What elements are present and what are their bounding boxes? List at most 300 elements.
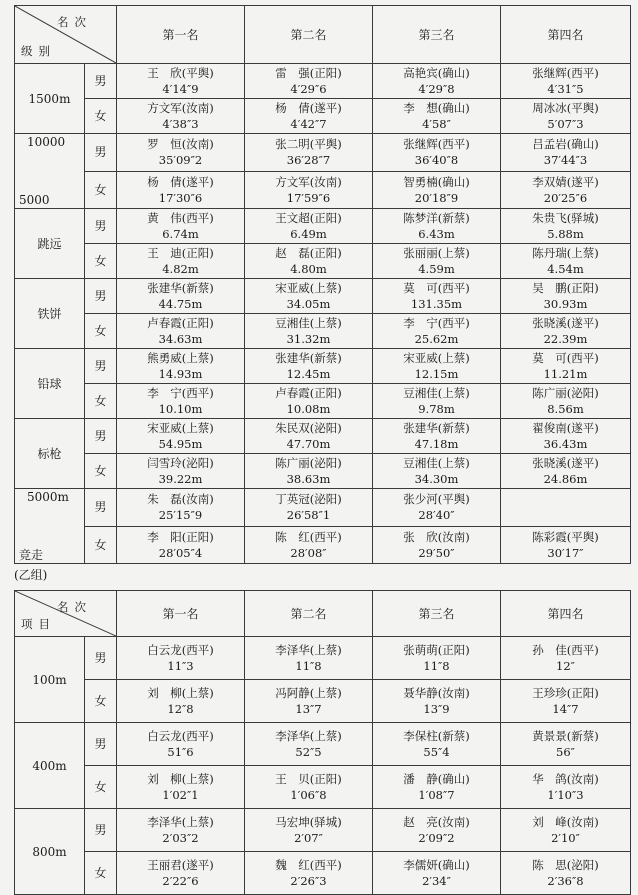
result-mark: 6.49m — [290, 227, 327, 241]
athlete-name: 赵 磊(正阳) — [275, 246, 342, 260]
result-mark: 31.32m — [286, 332, 331, 346]
event-label — [15, 134, 85, 209]
athlete-name: 豆湘佳(上蔡) — [403, 456, 470, 470]
result-cell — [373, 134, 501, 172]
results-table-group-a — [14, 5, 631, 564]
result-mark: 2′03″2 — [162, 831, 199, 845]
result-mark: 34.63m — [158, 332, 203, 346]
header-rank-3: 第三名 — [373, 6, 501, 64]
result-cell — [245, 209, 373, 244]
corner-label-event: 项目 — [21, 617, 56, 631]
result-mark: 20′18″9 — [414, 190, 459, 205]
diagonal-header-cell — [15, 591, 117, 637]
result-cell — [117, 99, 245, 134]
result-cell — [501, 279, 631, 314]
gender-label: 男 — [85, 279, 117, 314]
athlete-name: 王文超(正阳) — [275, 211, 342, 225]
result-mark: 4.54m — [547, 262, 584, 276]
athlete-name: 黄 伟(西平) — [147, 211, 214, 225]
result-cell — [117, 680, 245, 723]
event-label: 100m — [15, 637, 85, 723]
header-rank-2: 第二名 — [245, 591, 373, 637]
result-mark: 2′36″8 — [547, 874, 584, 888]
result-mark: 11.21m — [543, 367, 588, 381]
corner-label-rank: 名次 — [57, 15, 92, 29]
athlete-name: 陈 红(西平) — [275, 529, 342, 544]
result-mark: 22.39m — [543, 332, 588, 346]
result-cell — [501, 852, 631, 895]
result-cell — [245, 279, 373, 314]
event-label: 跳远 — [15, 209, 85, 279]
athlete-name: 张继辉(西平) — [403, 137, 470, 152]
athlete-name: 方文军(汝南) — [147, 101, 214, 115]
athlete-name: 周冰冰(平舆) — [532, 101, 599, 115]
result-cell — [245, 637, 373, 680]
result-cell — [245, 349, 373, 384]
header-rank-2: 第二名 — [245, 6, 373, 64]
result-cell — [501, 134, 631, 172]
result-cell — [245, 244, 373, 279]
result-cell — [117, 171, 245, 209]
result-mark: 17′30″6 — [158, 190, 203, 205]
athlete-name: 马宏坤(驿城) — [275, 815, 342, 829]
athlete-name: 张少河(平舆) — [403, 492, 470, 507]
table-row — [15, 454, 631, 489]
table-row — [15, 244, 631, 279]
athlete-name: 豆湘佳(上蔡) — [275, 316, 342, 330]
result-cell — [373, 419, 501, 454]
result-mark: 2′26″3 — [290, 874, 327, 888]
athlete-name: 吴 鹏(正阳) — [532, 281, 599, 295]
result-cell — [117, 419, 245, 454]
athlete-name: 李双婧(遂平) — [532, 174, 599, 189]
result-cell — [117, 384, 245, 419]
result-mark: 4′29″6 — [290, 82, 327, 96]
gender-label: 男 — [85, 489, 117, 527]
event-label: 铅球 — [15, 349, 85, 419]
athlete-name: 孙 佳(西平) — [532, 643, 599, 657]
result-mark: 29′50″ — [418, 545, 455, 560]
result-mark: 4.59m — [418, 262, 455, 276]
table-row — [15, 279, 631, 314]
athlete-name: 张 欣(汝南) — [403, 529, 470, 544]
table-row — [15, 419, 631, 454]
event-label: 800m — [15, 809, 85, 895]
result-cell — [117, 489, 245, 527]
result-mark: 25.62m — [414, 332, 459, 346]
athlete-name: 王 迪(正阳) — [147, 246, 214, 260]
result-mark: 12″8 — [167, 702, 194, 716]
result-mark: 4′58″ — [422, 117, 451, 131]
result-mark: 10.10m — [158, 402, 203, 416]
result-mark: 44.75m — [158, 297, 203, 311]
athlete-name: 朱民双(泌阳) — [275, 421, 342, 435]
result-cell — [373, 526, 501, 564]
athlete-name: 刘 柳(上蔡) — [147, 686, 214, 700]
gender-label: 男 — [85, 809, 117, 852]
athlete-name: 高艳宾(确山) — [403, 66, 470, 80]
result-cell — [373, 209, 501, 244]
result-cell — [501, 489, 631, 527]
result-mark: 11″8 — [295, 659, 322, 673]
gender-label: 女 — [85, 384, 117, 419]
athlete-name: 李泽华(上蔡) — [275, 643, 342, 657]
result-cell — [501, 244, 631, 279]
result-cell — [501, 454, 631, 489]
athlete-name: 朱 磊(汝南) — [147, 492, 214, 507]
athlete-name: 杨 倩(遂平) — [275, 101, 342, 115]
result-mark: 131.35m — [410, 297, 463, 311]
result-cell — [373, 384, 501, 419]
athlete-name: 李泽华(上蔡) — [147, 815, 214, 829]
result-cell — [117, 852, 245, 895]
result-mark: 47.70m — [286, 437, 331, 451]
result-cell — [373, 314, 501, 349]
table-row — [15, 349, 631, 384]
table-row — [15, 384, 631, 419]
result-mark: 25′15″9 — [158, 508, 203, 523]
athlete-name: 张二明(平舆) — [275, 137, 342, 152]
gender-label: 女 — [85, 171, 117, 209]
header-rank-1: 第一名 — [117, 6, 245, 64]
athlete-name: 陈丹瑞(上蔡) — [532, 246, 599, 260]
athlete-name: 魏 红(西平) — [275, 858, 342, 872]
table-row — [15, 134, 631, 172]
result-mark: 5′07″3 — [547, 117, 584, 131]
athlete-name: 智勇楠(确山) — [403, 174, 470, 189]
athlete-name: 莫 可(西平) — [403, 281, 470, 295]
athlete-name: 白云龙(西平) — [147, 643, 214, 657]
result-mark: 8.56m — [547, 402, 584, 416]
result-mark: 36′40″8 — [414, 153, 459, 168]
athlete-name: 宋亚威(上蔡) — [403, 351, 470, 365]
athlete-name: 张晓溪(遂平) — [532, 456, 599, 470]
table-body — [15, 64, 631, 564]
result-cell — [245, 526, 373, 564]
header-rank-4: 第四名 — [501, 6, 631, 64]
athlete-name: 冯阿静(上蔡) — [275, 686, 342, 700]
result-cell — [373, 637, 501, 680]
athlete-name: 雷 强(正阳) — [275, 66, 342, 80]
result-cell — [501, 349, 631, 384]
result-cell — [245, 134, 373, 172]
result-mark: 9.78m — [418, 402, 455, 416]
gender-label: 男 — [85, 637, 117, 680]
table-row — [15, 64, 631, 99]
result-mark: 47.18m — [414, 437, 459, 451]
result-mark: 1′02″1 — [162, 788, 199, 802]
result-cell — [245, 64, 373, 99]
table-row — [15, 766, 631, 809]
result-mark: 36′28″7 — [286, 153, 331, 168]
result-cell — [245, 852, 373, 895]
table-row — [15, 209, 631, 244]
result-cell — [117, 809, 245, 852]
result-cell — [373, 766, 501, 809]
result-mark: 2′10″ — [551, 831, 580, 845]
athlete-name: 陈梦洋(新蔡) — [403, 211, 470, 225]
athlete-name: 张建华(新蔡) — [403, 421, 470, 435]
table-row — [15, 489, 631, 527]
result-cell — [245, 809, 373, 852]
athlete-name: 李泽华(上蔡) — [275, 729, 342, 743]
gender-label: 男 — [85, 419, 117, 454]
gender-label: 女 — [85, 852, 117, 895]
result-cell — [117, 279, 245, 314]
result-mark: 34.05m — [286, 297, 331, 311]
result-cell — [245, 766, 373, 809]
result-cell — [373, 489, 501, 527]
athlete-name: 王丽君(遂平) — [147, 858, 214, 872]
result-cell — [373, 723, 501, 766]
result-mark: 30′17″ — [547, 545, 584, 560]
athlete-name: 陈 思(泌阳) — [532, 858, 599, 872]
result-cell — [501, 419, 631, 454]
result-mark: 20′25″6 — [543, 190, 588, 205]
section-label-group-b: (乙组) — [14, 568, 48, 582]
athlete-name: 豆湘佳(上蔡) — [403, 386, 470, 400]
athlete-name: 潘 静(确山) — [403, 772, 470, 786]
event-label-line-2: 竞走 — [19, 548, 44, 562]
header-rank-1: 第一名 — [117, 591, 245, 637]
result-cell — [501, 209, 631, 244]
header-row — [15, 6, 631, 64]
result-cell — [117, 314, 245, 349]
result-mark: 2′09″2 — [418, 831, 455, 845]
result-cell — [373, 99, 501, 134]
table-body — [15, 637, 631, 895]
result-cell — [117, 766, 245, 809]
result-cell — [501, 384, 631, 419]
athlete-name: 黄景景(新蔡) — [532, 729, 599, 743]
result-cell — [501, 64, 631, 99]
header-rank-3: 第三名 — [373, 591, 501, 637]
result-mark: 28′08″ — [290, 545, 327, 560]
result-mark: 4.82m — [162, 262, 199, 276]
gender-label: 女 — [85, 99, 117, 134]
result-cell — [117, 526, 245, 564]
event-label: 标枪 — [15, 419, 85, 489]
result-mark: 11″3 — [167, 659, 194, 673]
result-mark: 12″ — [556, 659, 575, 673]
result-mark: 56″ — [556, 745, 575, 759]
result-cell — [373, 279, 501, 314]
athlete-name: 闫雪玲(泌阳) — [147, 456, 214, 470]
gender-label: 女 — [85, 454, 117, 489]
result-mark: 1′06″8 — [290, 788, 327, 802]
athlete-name: 王珍珍(正阳) — [532, 686, 599, 700]
result-cell — [245, 454, 373, 489]
result-cell — [117, 637, 245, 680]
table-row — [15, 526, 631, 564]
result-cell — [117, 134, 245, 172]
result-cell — [501, 171, 631, 209]
result-cell — [373, 852, 501, 895]
result-cell — [501, 314, 631, 349]
result-cell — [501, 680, 631, 723]
header-rank-4: 第四名 — [501, 591, 631, 637]
athlete-name: 李 阳(正阳) — [147, 529, 214, 544]
event-label: 铁饼 — [15, 279, 85, 349]
gender-label: 男 — [85, 64, 117, 99]
result-mark: 14.93m — [158, 367, 203, 381]
result-cell — [117, 244, 245, 279]
athlete-name: 杨 倩(遂平) — [147, 174, 214, 189]
athlete-name: 张建华(新蔡) — [147, 281, 214, 295]
gender-label: 女 — [85, 680, 117, 723]
result-cell — [245, 384, 373, 419]
athlete-name: 张晓溪(遂平) — [532, 316, 599, 330]
diagonal-header-cell — [15, 6, 117, 64]
table-row — [15, 637, 631, 680]
athlete-name: 陈广丽(泌阳) — [275, 456, 342, 470]
table-row — [15, 99, 631, 134]
gender-label: 女 — [85, 526, 117, 564]
result-cell — [245, 419, 373, 454]
result-cell — [245, 314, 373, 349]
result-mark: 2′07″ — [294, 831, 323, 845]
result-mark: 51″6 — [167, 745, 194, 759]
result-mark: 52″5 — [295, 745, 322, 759]
athlete-name: 陈广丽(泌阳) — [532, 386, 599, 400]
athlete-name: 李 宁(西平) — [147, 386, 214, 400]
result-mark: 12.45m — [286, 367, 331, 381]
athlete-name: 方文军(汝南) — [275, 174, 342, 189]
corner-label-level: 级别 — [21, 44, 56, 58]
athlete-name: 李保柱(新蔡) — [403, 729, 470, 743]
table-row — [15, 171, 631, 209]
gender-label: 女 — [85, 314, 117, 349]
result-mark: 28′05″4 — [158, 545, 203, 560]
result-cell — [245, 99, 373, 134]
result-cell — [245, 680, 373, 723]
result-cell — [501, 526, 631, 564]
athlete-name: 宋亚威(上蔡) — [147, 421, 214, 435]
athlete-name: 刘 峰(汝南) — [532, 815, 599, 829]
table-row — [15, 723, 631, 766]
athlete-name: 吕孟岩(确山) — [532, 137, 599, 152]
athlete-name: 王 欣(平舆) — [147, 66, 214, 80]
result-mark: 38.63m — [286, 472, 331, 486]
event-label — [15, 489, 85, 564]
result-mark: 2′22″6 — [162, 874, 199, 888]
athlete-name: 李 想(确山) — [403, 101, 470, 115]
result-cell — [373, 680, 501, 723]
event-label: 1500m — [15, 64, 85, 134]
result-cell — [373, 64, 501, 99]
result-mark: 10.08m — [286, 402, 331, 416]
result-cell — [245, 171, 373, 209]
athlete-name: 李儒妍(确山) — [403, 858, 470, 872]
result-cell — [501, 99, 631, 134]
result-mark: 4′14″9 — [162, 82, 199, 96]
result-mark: 4′29″8 — [418, 82, 455, 96]
athlete-name: 莫 可(西平) — [532, 351, 599, 365]
result-mark: 35′09″2 — [158, 153, 203, 168]
result-mark: 14″7 — [552, 702, 579, 716]
result-mark: 34.30m — [414, 472, 459, 486]
result-cell — [117, 454, 245, 489]
athlete-name: 刘 柳(上蔡) — [147, 772, 214, 786]
result-cell — [501, 809, 631, 852]
result-cell — [501, 766, 631, 809]
gender-label: 男 — [85, 209, 117, 244]
event-label: 400m — [15, 723, 85, 809]
result-cell — [117, 64, 245, 99]
result-mark: 4′31″5 — [547, 82, 584, 96]
result-cell — [117, 723, 245, 766]
athlete-name: 王 贝(正阳) — [275, 772, 342, 786]
header-row — [15, 591, 631, 637]
result-cell — [373, 171, 501, 209]
result-mark: 39.22m — [158, 472, 203, 486]
event-label-line-1: 10000 — [27, 135, 66, 149]
table-row — [15, 852, 631, 895]
gender-label: 男 — [85, 723, 117, 766]
result-mark: 54.95m — [158, 437, 203, 451]
result-mark: 2′34″ — [422, 874, 451, 888]
athlete-name: 张继辉(西平) — [532, 66, 599, 80]
athlete-name: 罗 恒(汝南) — [147, 137, 214, 152]
result-mark: 28′40″ — [418, 508, 455, 523]
event-label-line-1: 5000m — [27, 490, 69, 504]
result-cell — [373, 244, 501, 279]
result-mark: 6.74m — [162, 227, 199, 241]
athlete-name: 翟俊南(遂平) — [532, 421, 599, 435]
athlete-name: 陈彩霞(平舆) — [532, 529, 599, 544]
athlete-name: 朱贵飞(驿城) — [532, 211, 599, 225]
gender-label: 男 — [85, 349, 117, 384]
athlete-name: 丁英冠(泌阳) — [275, 492, 342, 507]
result-mark: 12.15m — [414, 367, 459, 381]
result-mark: 13″9 — [423, 702, 450, 716]
result-cell — [117, 349, 245, 384]
athlete-name: 华 鸽(汝南) — [532, 772, 599, 786]
result-mark: 13″7 — [295, 702, 322, 716]
athlete-name: 白云龙(西平) — [147, 729, 214, 743]
results-table-group-b — [14, 590, 631, 895]
result-mark: 55″4 — [423, 745, 450, 759]
athlete-name: 卢春霞(正阳) — [275, 386, 342, 400]
result-cell — [373, 454, 501, 489]
result-cell — [245, 723, 373, 766]
gender-label: 男 — [85, 134, 117, 172]
result-mark: 36.43m — [543, 437, 588, 451]
athlete-name: 张丽丽(上蔡) — [403, 246, 470, 260]
gender-label: 女 — [85, 244, 117, 279]
result-mark: 17′59″6 — [286, 190, 331, 205]
result-cell — [501, 637, 631, 680]
result-mark: 1′10″3 — [547, 788, 584, 802]
result-mark: 4′42″7 — [290, 117, 327, 131]
athlete-name: 张建华(新蔡) — [275, 351, 342, 365]
result-mark: 4.80m — [290, 262, 327, 276]
corner-label-rank: 名次 — [57, 600, 92, 614]
result-cell — [501, 723, 631, 766]
table-row — [15, 809, 631, 852]
athlete-name: 赵 亮(汝南) — [403, 815, 470, 829]
athlete-name: 张萌萌(正阳) — [403, 643, 470, 657]
gender-label: 女 — [85, 766, 117, 809]
result-mark: 37′44″3 — [543, 153, 588, 168]
event-label-line-2: 5000 — [19, 193, 50, 207]
result-mark: 4′38″3 — [162, 117, 199, 131]
result-cell — [373, 349, 501, 384]
athlete-name: 熊勇威(上蔡) — [147, 351, 214, 365]
athlete-name: 卢春霞(正阳) — [147, 316, 214, 330]
athlete-name: 宋亚威(上蔡) — [275, 281, 342, 295]
result-mark: 5.88m — [547, 227, 584, 241]
